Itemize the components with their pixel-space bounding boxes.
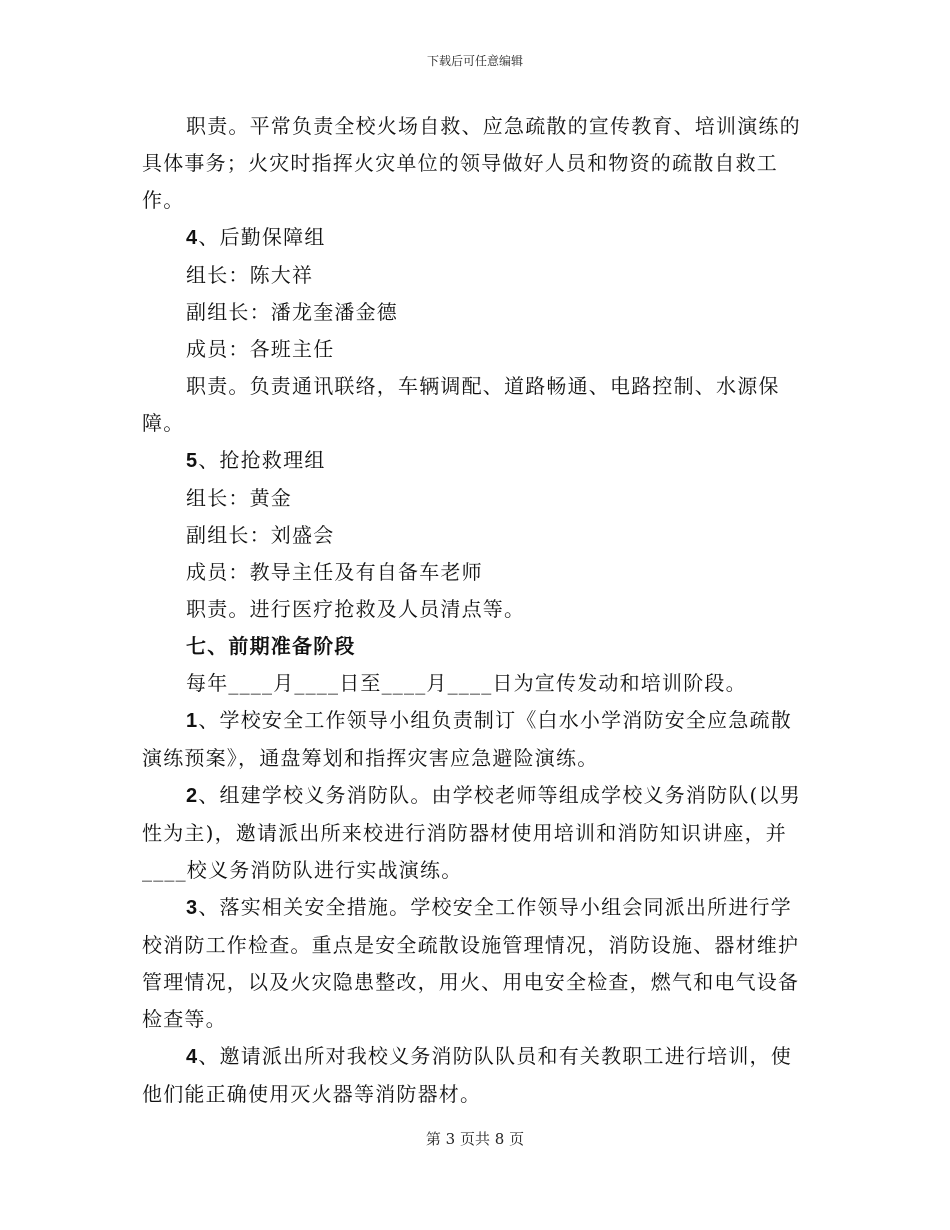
section-heading: 5、抢抢救理组 [186, 448, 326, 472]
paragraph: 组长：黄金 [186, 486, 292, 510]
paragraph: 职责。进行医疗抢救及人员清点等。 [186, 597, 526, 621]
paragraph: 副组长：潘龙奎潘金德 [186, 300, 398, 324]
paragraph: 成员：各班主任 [186, 337, 335, 361]
numbered-paragraph: 3、落实相关安全措施。学校安全工作领导小组会同派出所进行学校消防工作检查。重点是安全疏散设施管理情况，消防设施、器材维护管理情况，以及火灾隐患整改，用火、用电安全检查，燃气和电气设备检查等。 [142, 895, 800, 1031]
numbered-paragraph: 1、学校安全工作领导小组负责制订《白水小学消防安全应急疏散演练预案》，通盘筹划和指挥灾害应急避险演练。 [142, 708, 792, 770]
paragraph: 副组长：刘盛会 [186, 523, 335, 547]
document-body [142, 108, 808, 1113]
numbered-paragraph: 4、邀请派出所对我校义务消防队队员和有关教职工进行培训，使他们能正确使用灭火器等消防器材。 [142, 1044, 792, 1106]
numbered-paragraph: 2、组建学校义务消防队。由学校老师等组成学校义务消防队(以男性为主)，邀请派出所来校进行消防器材使用培训和消防知识讲座，并____校义务消防队进行实战演练。 [142, 783, 801, 882]
paragraph: 组长：陈大祥 [186, 263, 314, 287]
chapter-heading: 七、前期准备阶段 [186, 634, 356, 658]
page-footer: 第 3 页共 8 页 [425, 1130, 525, 1148]
paragraph: 每年____月____日至____月____日为宣传发动和培训阶段。 [186, 671, 747, 695]
paragraph: 职责。负责通讯联络，车辆调配、道路畅通、电路控制、水源保障。 [142, 374, 780, 435]
section-heading: 4、后勤保障组 [186, 225, 326, 249]
paragraph: 职责。平常负责全校火场自救、应急疏散的宣传教育、培训演练的具体事务；火灾时指挥火灾单位的领导做好人员和物资的疏散自救工作。 [142, 114, 801, 212]
page-header: 下载后可任意编辑 [426, 54, 523, 68]
paragraph: 成员：教导主任及有自备车老师 [186, 560, 483, 584]
